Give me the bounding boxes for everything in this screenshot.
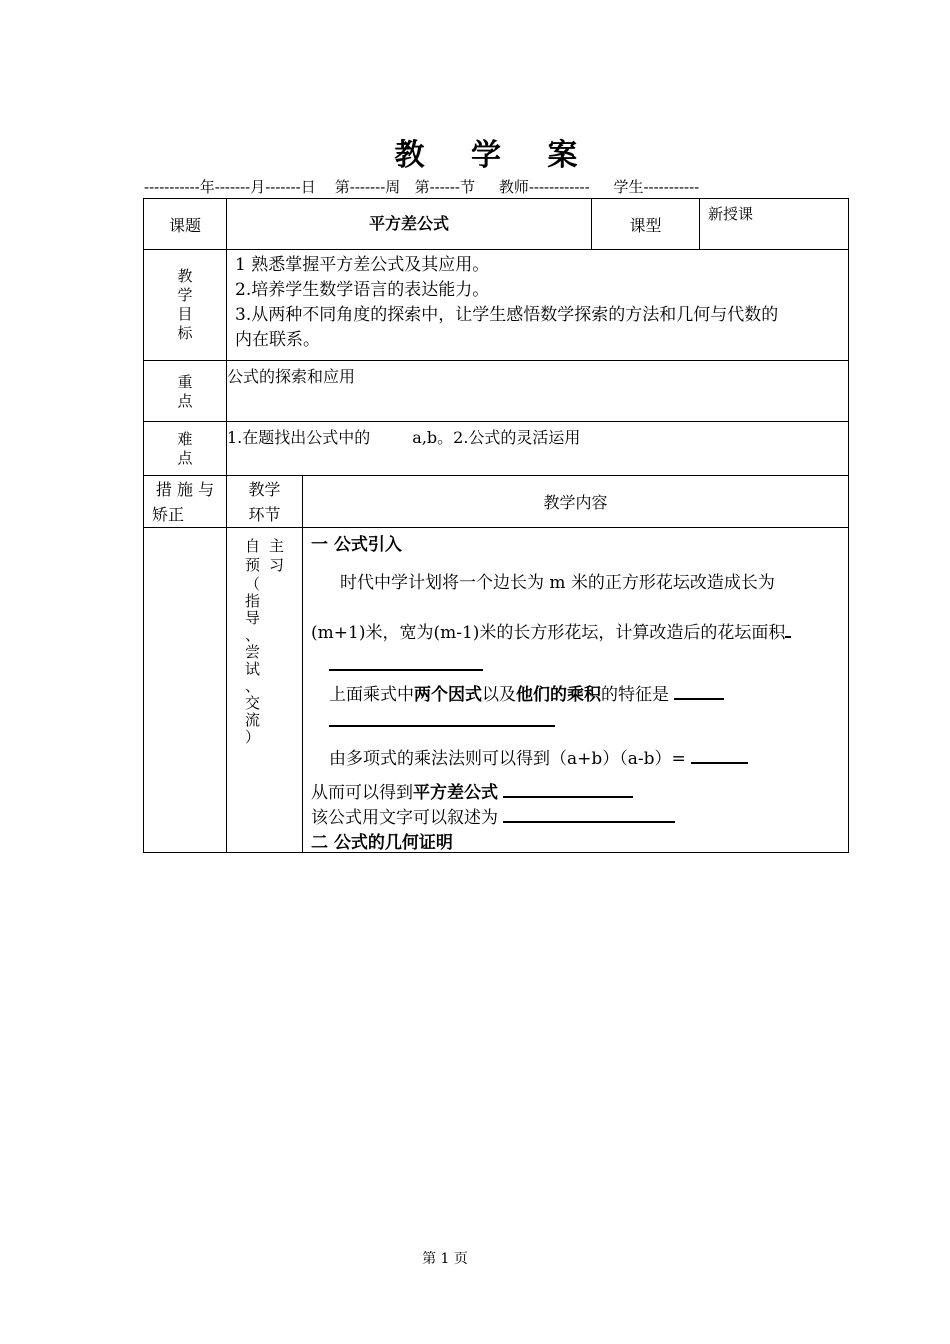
focus-value: 公式的探索和应用 xyxy=(227,361,849,422)
topic-label: 课题 xyxy=(144,199,227,250)
info-line: -----------年-------月-------日 第-------周 第------节 教师------------ 学生----------- xyxy=(144,178,700,196)
focus-label: 重 点 xyxy=(144,361,227,422)
page-number: 第 1 页 xyxy=(422,1251,468,1267)
stage-label: 教学 环节 xyxy=(227,476,303,528)
measures-cell xyxy=(144,528,227,853)
goal-item: 内在联系。 xyxy=(235,330,320,350)
measures-label: 措 施 与 矫正 xyxy=(144,476,227,528)
stage-text-col1: 自 预 xyxy=(245,537,261,574)
content-label: 教学内容 xyxy=(303,476,849,528)
topic-value: 平方差公式 xyxy=(227,199,592,250)
goal-item: 2.培养学生数学语言的表达能力。 xyxy=(235,280,490,300)
stage-text-col2: 主 习 xyxy=(269,537,285,574)
area-answer-blank xyxy=(329,656,483,676)
type-value: 新授课 xyxy=(700,199,849,250)
intro-paragraph-line2: (m+1)米，宽为(m-1)米的长方形花坛，计算改造后的花坛面积 xyxy=(311,618,791,643)
content-row xyxy=(144,528,849,853)
goals-content xyxy=(227,250,849,361)
goals-row xyxy=(144,250,849,361)
goal-item: 3.从两种不同角度的探索中，让学生感悟数学探索的方法和几何与代数的 xyxy=(235,305,779,325)
section-header-row xyxy=(144,476,849,528)
verbal-question: 该公式用文字可以叙述为 xyxy=(311,803,675,828)
section-title-intro: 一 公式引入 xyxy=(311,535,402,555)
focus-row xyxy=(144,361,849,422)
lesson-table xyxy=(143,198,849,853)
content-cell xyxy=(303,528,849,853)
difficulty-value: 1.在题找出公式中的 a,b。2.公式的灵活运用 xyxy=(227,422,849,476)
page-title: 教 学 案 xyxy=(394,138,596,173)
goal-item: 1 熟悉掌握平方差公式及其应用。 xyxy=(235,255,490,275)
stage-cell xyxy=(227,528,303,853)
topic-row xyxy=(144,199,849,250)
type-label: 课型 xyxy=(592,199,700,250)
expansion-question: 由多项式的乘法法则可以得到（a+b）（a-b）= xyxy=(329,744,748,769)
difficulty-row xyxy=(144,422,849,476)
intro-paragraph-line1: 时代中学计划将一个边长为 m 米的正方形花坛改造成长为 xyxy=(340,573,775,593)
stage-note: （ 指 导 、 尝 试 、 交 流 ） xyxy=(245,575,261,746)
formula-question: 从而可以得到平方差公式 xyxy=(311,778,633,803)
section-title-proof: 二 公式的几何证明 xyxy=(311,833,453,853)
feature-answer-blank xyxy=(329,712,555,732)
difficulty-label: 难 点 xyxy=(144,422,227,476)
feature-question: 上面乘式中两个因式以及他们的乘积的特征是 xyxy=(329,680,724,705)
goals-label: 教 学 目 标 xyxy=(144,250,227,361)
